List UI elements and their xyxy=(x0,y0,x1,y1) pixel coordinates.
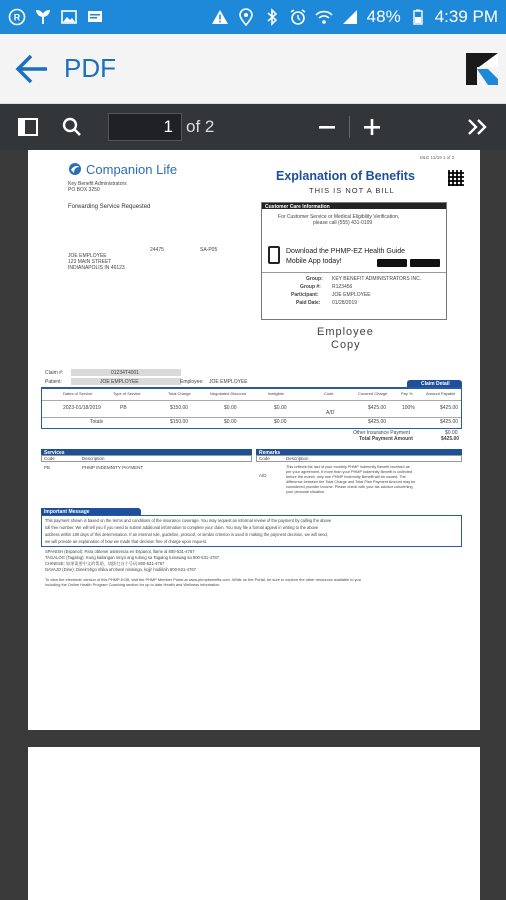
row-pay: 100% xyxy=(402,405,415,411)
care-value-group-number: R123456 xyxy=(332,284,353,290)
pdf-page-1[interactable] xyxy=(28,150,480,730)
total-payment-value: $425.00 xyxy=(441,436,460,442)
forwarding-note: Forwarding Service Requested xyxy=(68,204,151,210)
language-line-4: NAVAJO (Dine): Dinek'ehgo shika at'ohwol ninisingo, kojji' hodiilnih 800-531-4767 xyxy=(45,567,196,572)
play-store-badge xyxy=(410,259,440,267)
clock: 4:39 PM xyxy=(434,7,498,26)
companion-life-logo-icon xyxy=(68,162,82,176)
totals-payable: $425.00 xyxy=(440,419,459,425)
totals-ineligible: $0.00 xyxy=(274,419,287,425)
remarks-line-4: difference between the Total Charge and Total Plan Payment Amount may be xyxy=(286,480,416,484)
sidebar-toggle-button[interactable] xyxy=(6,104,50,150)
care-value-group: KEY BENEFIT ADMINISTRATORS INC. xyxy=(332,276,422,282)
app-bar xyxy=(0,34,506,104)
wifi-icon xyxy=(315,8,333,26)
care-label-participant: Participant: xyxy=(291,292,319,298)
sender-admin-line-2: PO BOX 3250 xyxy=(68,187,100,193)
other-payment-value: $0.00 xyxy=(445,430,458,436)
row-ineligible: $0.00 xyxy=(274,405,287,411)
row-type: PB xyxy=(120,405,127,411)
pdf-toolbar xyxy=(0,104,506,150)
location-icon xyxy=(237,8,255,26)
col-discount: Negotiated Discount xyxy=(210,391,247,396)
services-col-header xyxy=(41,455,252,462)
care-value-participant: JOE EMPLOYEE xyxy=(332,292,371,298)
services-col-desc: Description xyxy=(82,456,105,461)
services-col-code: Code xyxy=(44,456,55,461)
copy-label-2: Copy xyxy=(331,339,361,351)
search-icon xyxy=(62,117,82,137)
important-line-2: toll free number. We will tell you if you need to submit additional information to complete your claim. You may file a formal appeal in writing to the above xyxy=(45,525,319,530)
row-dates: 2023-01/18/2019 xyxy=(63,405,101,411)
sender-admin-line-1: Key Benefit Administrators xyxy=(68,181,127,187)
image-icon xyxy=(60,8,78,26)
row-code: A/D xyxy=(326,410,335,416)
search-button[interactable] xyxy=(50,104,94,150)
remarks-col-desc: Description xyxy=(286,456,309,461)
bluetooth-icon xyxy=(263,8,281,26)
col-covered: Covered Charge xyxy=(358,391,388,396)
page-number-input[interactable] xyxy=(108,113,182,141)
total-payment-label: Total Payment Amount xyxy=(359,436,413,442)
col-code: Code xyxy=(324,391,334,396)
svg-text:R: R xyxy=(13,12,21,23)
claim-number-label: Claim #: xyxy=(45,370,64,376)
important-heading: Important Message xyxy=(44,509,90,515)
leaf-icon xyxy=(34,8,52,26)
care-heading: Customer Care Information xyxy=(265,203,330,210)
back-button[interactable] xyxy=(0,34,64,104)
care-label-group: Group: xyxy=(306,276,323,282)
col-ineligible: Ineligible xyxy=(268,391,284,396)
app-promo-line-2: Mobile App today! xyxy=(286,258,342,265)
app-store-badge xyxy=(377,259,407,267)
claim-totals-divider xyxy=(42,417,461,418)
remarks-heading: Remarks xyxy=(259,449,281,456)
col-dates: Dates of Service xyxy=(63,391,93,396)
care-line-2: please call (555) 431-0109 xyxy=(313,220,373,226)
claim-number-value: 01234T4001 xyxy=(111,370,140,376)
plus-icon xyxy=(363,118,381,136)
totals-total: $150.00 xyxy=(170,419,189,425)
footer-line-2: including the Online Health Program Coaching section for up to date Health and Wellness information. xyxy=(45,582,221,587)
page-total-label: of 2 xyxy=(186,117,215,136)
care-line-1: For Customer Service or Medical Eligibility Verification, xyxy=(278,214,400,220)
claim-detail-topline xyxy=(42,387,461,389)
zoom-out-button[interactable] xyxy=(305,104,349,150)
arrow-left-icon xyxy=(15,54,49,84)
services-heading: Services xyxy=(44,449,65,456)
services-code: PB xyxy=(44,465,51,470)
claim-detail-heading: Claim Detail xyxy=(421,381,450,387)
battery-icon xyxy=(409,8,427,26)
alarm-icon xyxy=(289,8,307,26)
brand-logo-icon xyxy=(466,53,498,85)
double-chevron-right-icon xyxy=(467,118,489,136)
alert-icon xyxy=(211,8,229,26)
recipient-line-2: 123 MAIN STREET xyxy=(68,259,112,265)
language-line-1: SPANISH (Espanol): Para obtener asistencia en Espanol, llame al 800-531-4767 xyxy=(45,549,195,554)
language-line-2: TAGALOG (Tagalog): Kung kailangan ninyo ang tulong sa Tagalog tumawag sa 800-531-4767 xyxy=(45,555,219,560)
remarks-line-1: This reflects the last of your monthly PHMP Indemnity Benefit received as xyxy=(286,465,410,469)
remarks-code: A/D xyxy=(259,473,267,478)
row-covered: $425.00 xyxy=(368,405,387,411)
remarks-col-code: Code xyxy=(259,456,270,461)
care-divider xyxy=(262,272,446,273)
sender-brand: Companion Life xyxy=(86,162,178,177)
app-title: PDF xyxy=(64,53,116,83)
sidebar-icon xyxy=(18,118,38,136)
phone-icon xyxy=(268,246,280,264)
copy-label-1: Employee xyxy=(317,326,374,338)
claim-detail-box xyxy=(41,387,462,429)
employee-label: Employee: xyxy=(180,379,204,385)
employee-value: JOE EMPLOYEE xyxy=(209,379,248,385)
important-line-1: This payment shown is based on the terms and conditions of the insurance coverage. You may request an informal review of the payment by calling the above xyxy=(45,518,332,523)
eob-title: Explanation of Benefits xyxy=(276,169,415,183)
patient-label: Patient: xyxy=(45,379,62,385)
totals-covered: $425.00 xyxy=(368,419,387,425)
eob-subtitle: THIS IS NOT A BILL xyxy=(309,186,395,195)
signal-icon xyxy=(341,8,359,26)
care-label-paid-date: Paid Date: xyxy=(296,300,321,306)
row-total: $150.00 xyxy=(170,405,189,411)
care-value-paid-date: 01/28/2019 xyxy=(332,300,358,306)
message-icon xyxy=(86,8,104,26)
app-promo-line-1: Download the PHMP-EZ Health Guide xyxy=(286,248,406,255)
totals-discount: $0.00 xyxy=(224,419,237,425)
patient-value: JOE EMPLOYEE xyxy=(100,379,139,385)
mail-code-1: 24475 xyxy=(150,247,164,253)
battery-percent: 48% xyxy=(366,7,401,26)
app-r-icon xyxy=(8,8,26,26)
col-total: Total Charge xyxy=(168,391,191,396)
important-line-4: we will provide an explanation of how we made that decision free of charge upon request. xyxy=(45,539,208,544)
other-payment-label: Other Insurance Payment xyxy=(353,430,410,436)
claim-header-divider xyxy=(42,400,461,401)
important-line-3: address within 180 days of this determination. If an internal rule, guideline, protocol, or similar criterion is used in making the payment decision, we will send, xyxy=(45,532,328,537)
remarks-line-2: per your agreement. If more than your PHMP Indemnity Benefit is collected xyxy=(286,470,413,474)
minus-icon xyxy=(318,118,336,136)
mail-code-2: SA-P05 xyxy=(200,247,218,253)
pdf-page-2[interactable] xyxy=(28,747,480,900)
remarks-line-5: considered provider income. Please check with your tax advisor concerning xyxy=(286,485,413,489)
status-bar xyxy=(0,0,506,34)
more-button[interactable] xyxy=(456,104,500,150)
col-payable: Amount Payable xyxy=(426,391,456,396)
col-pay: Pay % xyxy=(401,391,413,396)
corner-ref: MLE 12/19 1 of 2 xyxy=(420,155,455,160)
totals-label: Totals xyxy=(90,419,104,425)
remarks-line-6: your personal situation. xyxy=(286,490,326,494)
care-label-group-number: Group #: xyxy=(300,284,321,290)
row-payable: $425.00 xyxy=(440,405,459,411)
services-desc: PHMP INDEMNITY PAYMENT xyxy=(82,465,144,470)
language-line-3: CHINESE: 如果需要中文的帮助，请拨打这个号码 800-531-4767 xyxy=(45,561,165,566)
row-discount: $0.00 xyxy=(224,405,237,411)
pdf-viewer[interactable] xyxy=(0,150,506,900)
recipient-line-1: JOE EMPLOYEE xyxy=(68,253,107,259)
qr-code xyxy=(448,170,464,186)
recipient-line-3: INDIANAPOLIS IN 46123 xyxy=(68,265,125,271)
zoom-in-button[interactable] xyxy=(350,104,394,150)
footer-line-1: To view the electronic version of this PHMP-EOB, visit the PHMP Member Portal at www.phmpbenefits.com. While on the Portal, be sure to explore the other resources available to you xyxy=(45,577,361,582)
remarks-line-3: before the month, only one PHMP Indemnity Benefit will be issued. The xyxy=(286,475,406,479)
col-type: Type of Service xyxy=(113,391,141,396)
